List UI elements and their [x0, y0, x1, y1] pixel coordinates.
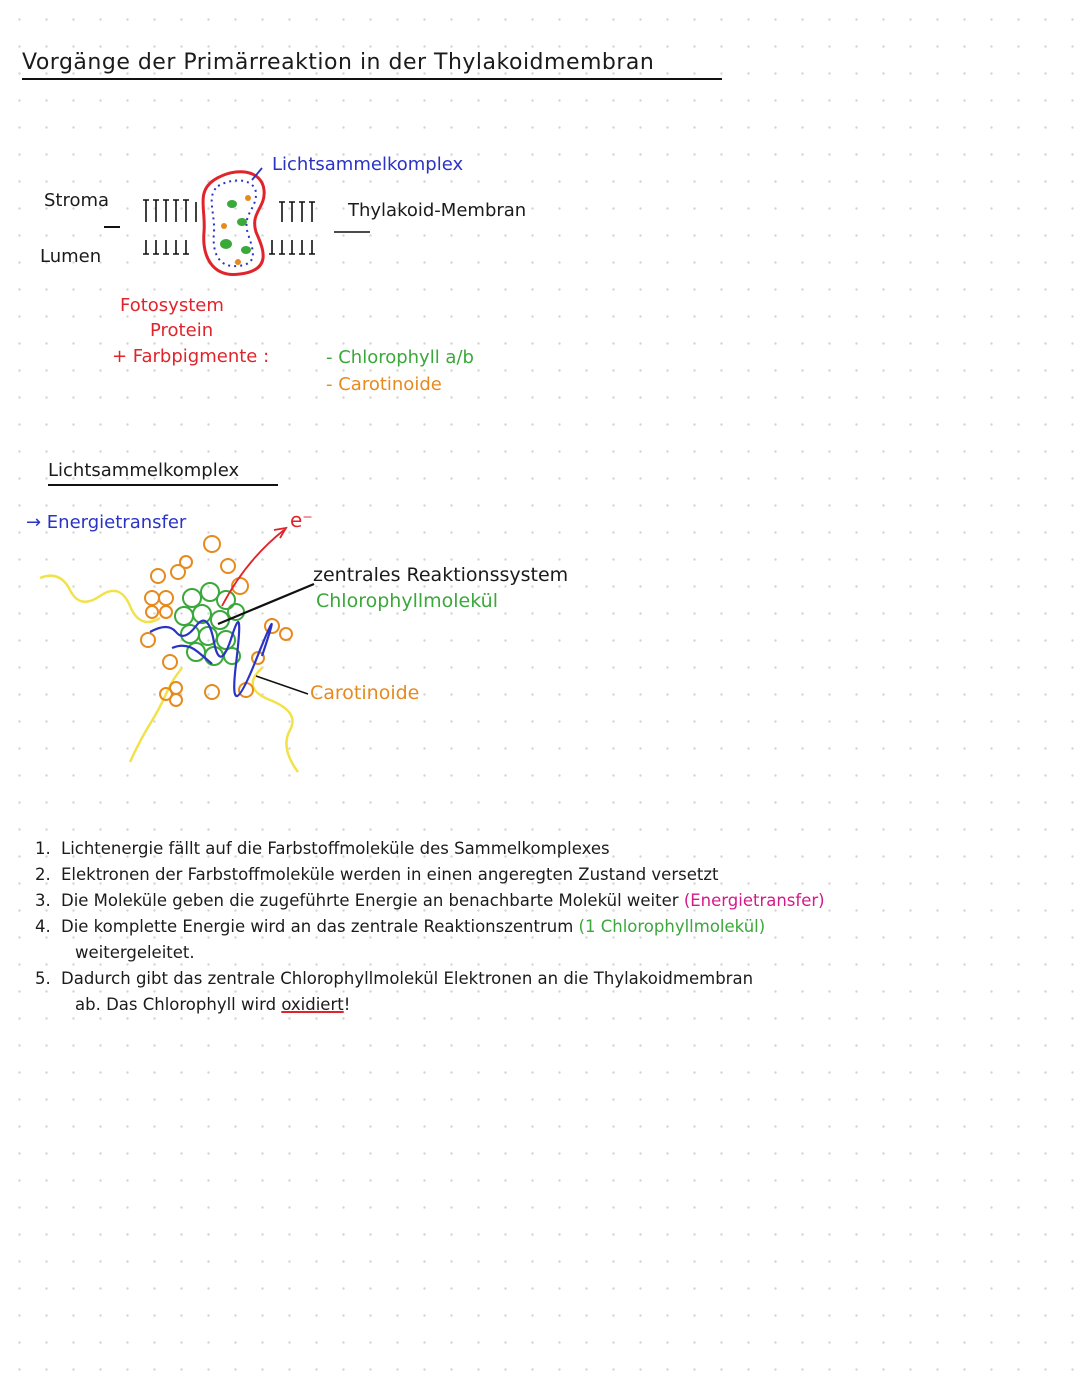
- fotosystem-label: Fotosystem: [120, 295, 224, 316]
- chlorophyll-ab-label: - Chlorophyll a/b: [326, 347, 474, 368]
- lhc-heading: Lichtsammelkomplex: [48, 460, 240, 481]
- lhc-label: Lichtsammelkomplex: [272, 154, 464, 175]
- chlorophyllmolekuel-highlight: (1 Chlorophyllmolekül): [578, 917, 766, 936]
- carotinoide-label: - Carotinoide: [326, 374, 442, 395]
- oxidiert-underlined: oxidiert: [281, 995, 344, 1014]
- lipid-top-left: [143, 200, 196, 222]
- carotinoide-diagram-label: Carotinoide: [310, 682, 420, 704]
- step-4-continuation: weitergeleitet.: [75, 943, 195, 962]
- lipid-bottom-right: [269, 240, 315, 254]
- step-2: 2. Elektronen der Farbstoffmoleküle werden in einen angeregten Zustand versetzt: [35, 865, 719, 884]
- chlorophyll-circles: [175, 583, 244, 665]
- membrane-label: Thylakoid-Membran: [348, 200, 527, 221]
- lipid-bottom-left: [143, 240, 189, 254]
- fotosystem-protein: [203, 172, 264, 275]
- carotinoid-pointer: [256, 676, 308, 694]
- electron-label: e⁻: [290, 508, 313, 532]
- lumen-label: Lumen: [40, 246, 102, 267]
- energy-transfer-label: → Energietransfer: [26, 512, 187, 533]
- step-5-continuation: ab. Das Chlorophyll wird oxidiert!: [75, 995, 351, 1014]
- farbpigmente-label: + Farbpigmente :: [112, 346, 270, 367]
- page-title: Vorgänge der Primärreaktion in der Thylakoidmembran: [22, 50, 655, 75]
- chlorophyll-molecule-label: Chlorophyllmolekül: [316, 590, 498, 612]
- lhc-heading-underline: [48, 484, 278, 486]
- step-4: 4. Die komplette Energie wird an das zentrale Reaktionszentrum (1 Chlorophyllmolekül): [35, 917, 766, 936]
- light-wave-3: [253, 668, 298, 772]
- stroma-label: Stroma: [44, 190, 110, 211]
- pigment-dots: [212, 180, 256, 266]
- step-5: 5. Dadurch gibt das zentrale Chlorophyllmolekül Elektronen an die Thylakoidmembran: [35, 969, 754, 988]
- step-3: 3. Die Moleküle geben die zugeführte Energie an benachbarte Molekül weiter (Energietransfer): [35, 891, 825, 910]
- protein-label: Protein: [150, 320, 214, 341]
- energietransfer-highlight: (Energietransfer): [683, 891, 825, 910]
- step-1: 1. Lichtenergie fällt auf die Farbstoffmoleküle des Sammelkomplexes: [35, 839, 610, 858]
- reaction-center-label: zentrales Reaktionssystem: [313, 564, 569, 586]
- light-wave-1: [40, 576, 160, 622]
- electron-arrow: [222, 530, 284, 606]
- lipid-top-right: [279, 202, 315, 222]
- steps-list: [35, 836, 825, 1018]
